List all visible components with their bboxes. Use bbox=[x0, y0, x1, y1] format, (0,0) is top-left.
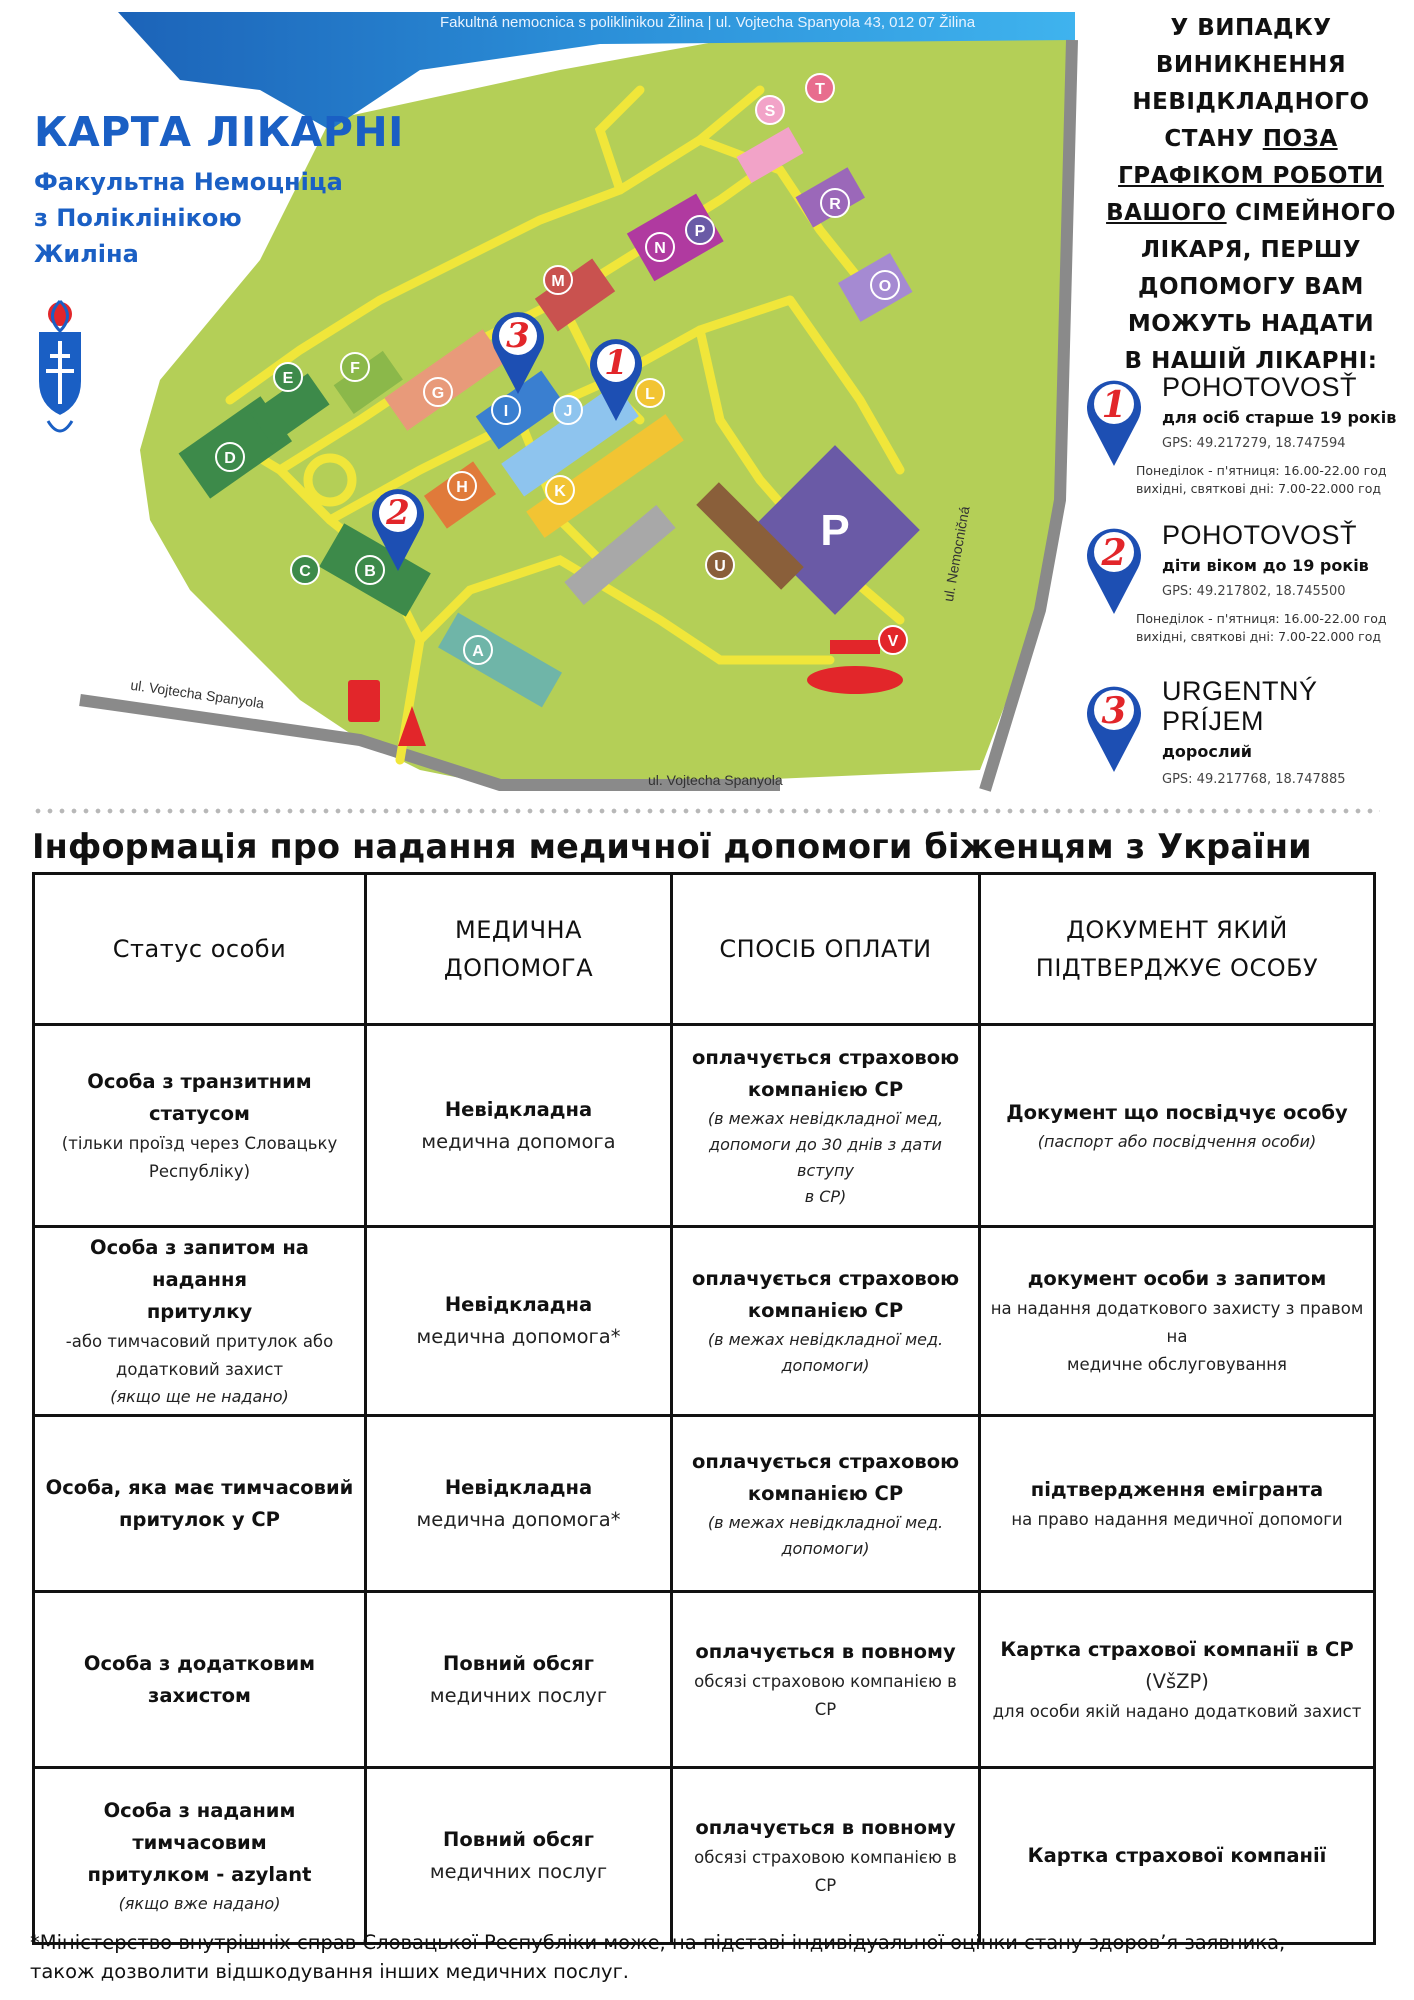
emergency-line-4: СТАНУ bbox=[1164, 126, 1255, 152]
map-pin-2 bbox=[370, 485, 426, 577]
building-label-o: O bbox=[870, 270, 900, 300]
legend-pin-1 bbox=[1086, 376, 1142, 472]
header-document bbox=[980, 874, 1375, 1025]
cell-text: (якщо ще не надано) bbox=[110, 1387, 289, 1406]
cell-text: медичних послуг bbox=[429, 1683, 608, 1707]
emergency-line-5: ПОЗА bbox=[1262, 126, 1338, 152]
cell-text: на надання додаткового захисту з правом на bbox=[990, 1299, 1364, 1346]
cell-document bbox=[980, 1025, 1375, 1227]
cell-text: медична допомога* bbox=[416, 1507, 621, 1531]
building-label-v: V bbox=[878, 625, 908, 655]
cell-text: Невідкладна bbox=[444, 1293, 593, 1316]
street-label-spanyola-south: ul. Vojtecha Spanyola bbox=[648, 772, 783, 788]
legend-item-2 bbox=[1086, 520, 1414, 650]
cell-care bbox=[366, 1768, 672, 1944]
cell-care bbox=[366, 1592, 672, 1768]
cell-text: підтвердження емігранта bbox=[1030, 1477, 1324, 1501]
table-row bbox=[34, 1227, 1375, 1416]
map-subtitle-line-3: Жиліна bbox=[34, 240, 139, 268]
cell-status bbox=[34, 1416, 366, 1592]
building-label-n: N bbox=[645, 232, 675, 262]
legend-pin-2 bbox=[1086, 524, 1142, 620]
cell-text: Картка страхової компанії в СР bbox=[1000, 1637, 1354, 1661]
cell-payment bbox=[672, 1592, 980, 1768]
cell-text: (паспорт або посвідчення особи) bbox=[1037, 1131, 1317, 1151]
cell-document bbox=[980, 1227, 1375, 1416]
cell-text: обсязі страховою компанією в СР bbox=[694, 1847, 957, 1895]
cell-text: оплачується в повному bbox=[695, 1815, 956, 1839]
cell-care bbox=[366, 1416, 672, 1592]
building-label-c: C bbox=[290, 555, 320, 585]
emergency-side-panel bbox=[1086, 0, 1414, 800]
header-care bbox=[366, 874, 672, 1025]
map-pin-2-number: 2 bbox=[386, 493, 410, 533]
cell-status bbox=[34, 1592, 366, 1768]
map-pin-1-number: 1 bbox=[604, 343, 628, 383]
legend-pin-2-number: 2 bbox=[1101, 532, 1127, 574]
cell-text: -або тимчасовий притулок або bbox=[65, 1332, 334, 1351]
building-label-f: F bbox=[340, 352, 370, 382]
footnote bbox=[30, 1928, 1390, 1986]
cell-text: оплачується страховою bbox=[691, 1267, 960, 1290]
emergency-line-10: ДОПОМОГУ ВАМ bbox=[1138, 274, 1364, 300]
cell-text: Картка страхової компанії bbox=[1027, 1843, 1327, 1867]
cell-text: притулок у СР bbox=[119, 1507, 280, 1531]
building-label-u: U bbox=[705, 550, 735, 580]
refugee-care-table bbox=[32, 872, 1376, 1945]
cell-text: Особа з наданим тимчасовим bbox=[103, 1798, 296, 1854]
building-label-k: K bbox=[545, 475, 575, 505]
cell-text: медичних послуг bbox=[429, 1859, 608, 1883]
footnote-line-1: *Міністерство внутрішніх справ Словацької Республіки може, на підставі індивідуальної оцінки стану здоров’я заявника, bbox=[30, 1931, 1286, 1954]
hospital-map bbox=[0, 0, 1085, 800]
cell-text: Невідкладна bbox=[444, 1097, 593, 1121]
building-label-g: G bbox=[423, 377, 453, 407]
cell-text: Особа з транзитним статусом bbox=[87, 1069, 312, 1125]
building-label-j: J bbox=[553, 395, 583, 425]
cell-text: для особи якій надано додатковий захист bbox=[992, 1701, 1362, 1721]
cell-text: Повний обсяг bbox=[443, 1651, 594, 1675]
legend-pin-3 bbox=[1086, 682, 1142, 778]
emergency-line-12: В НАШІЙ ЛІКАРНІ: bbox=[1124, 348, 1378, 374]
map-pin-1 bbox=[588, 335, 644, 427]
legend-pin-1-number: 1 bbox=[1101, 384, 1127, 426]
cell-text: документ особи з запитом bbox=[1027, 1267, 1327, 1290]
building-label-l: L bbox=[635, 378, 665, 408]
cell-text: медична допомога bbox=[421, 1129, 616, 1153]
cell-text: медичне обслуговування bbox=[1067, 1355, 1287, 1374]
legend-item-3 bbox=[1086, 676, 1414, 796]
legend-item-1 bbox=[1086, 372, 1414, 502]
building-label-m: M bbox=[543, 265, 573, 295]
legend-1-subtitle: для осіб старше 19 років bbox=[1162, 408, 1397, 427]
map-pin-3 bbox=[490, 308, 546, 400]
street-label-nemocnicna: ul. Nemocničná bbox=[940, 504, 973, 603]
emergency-line-7: ВАШОГО bbox=[1106, 200, 1227, 226]
emergency-line-8: СІМЕЙНОГО bbox=[1235, 200, 1396, 226]
legend-3-title-line-2: PRÍJEM bbox=[1162, 706, 1265, 736]
table-row bbox=[34, 1025, 1375, 1227]
map-subtitle-line-1: Факультна Немоцніца bbox=[34, 168, 343, 196]
cell-care bbox=[366, 1025, 672, 1227]
table-row bbox=[34, 1592, 1375, 1768]
table-row bbox=[34, 1416, 1375, 1592]
map-banner-address: Fakultná nemocnica s poliklinikou Žilina | ul. Vojtecha Spanyola 43, 012 07 Žilina bbox=[440, 14, 976, 31]
cell-payment bbox=[672, 1768, 980, 1944]
cell-text: Республіку) bbox=[148, 1161, 251, 1181]
emergency-line-2: ВИНИКНЕННЯ bbox=[1155, 52, 1347, 78]
building-label-b: B bbox=[355, 555, 385, 585]
cell-text: (VšZP) bbox=[1145, 1669, 1209, 1693]
hospital-crest-logo bbox=[30, 286, 90, 450]
map-pin-3-number: 3 bbox=[506, 316, 530, 356]
header-payment bbox=[672, 874, 980, 1025]
table-header-row bbox=[34, 874, 1375, 1025]
cell-payment bbox=[672, 1416, 980, 1592]
cell-document bbox=[980, 1416, 1375, 1592]
cell-text: компанією СР bbox=[747, 1299, 904, 1322]
header-status bbox=[34, 874, 366, 1025]
cell-status bbox=[34, 1227, 366, 1416]
header-care-line-2: ДОПОМОГА bbox=[443, 954, 594, 982]
cell-document bbox=[980, 1768, 1375, 1944]
building-label-i: I bbox=[491, 395, 521, 425]
cell-text: притулку bbox=[146, 1300, 253, 1323]
map-subtitle-line-2: з Поліклінікою bbox=[34, 204, 242, 232]
emergency-line-3: НЕВІДКЛАДНОГО bbox=[1132, 89, 1370, 115]
emergency-line-11: МОЖУТЬ НАДАТИ bbox=[1127, 311, 1375, 337]
cell-text: медична допомога* bbox=[416, 1325, 621, 1348]
header-care-line-1: МЕДИЧНА bbox=[455, 916, 582, 944]
legend-2-hours-weekday: Понеділок - п'ятниця: 16.00-22.00 год bbox=[1136, 611, 1387, 626]
cell-text: допомоги до 30 днів з дати вступу bbox=[709, 1134, 942, 1180]
cell-text: додатковий захист bbox=[115, 1360, 284, 1379]
cell-text: компанією СР bbox=[747, 1077, 904, 1101]
header-document-line-1: ДОКУМЕНТ ЯКИЙ bbox=[1066, 916, 1288, 944]
legend-2-gps: GPS: 49.217802, 18.745500 bbox=[1162, 584, 1346, 599]
header-document-line-2: ПІДТВЕРДЖУЄ ОСОБУ bbox=[1035, 954, 1319, 982]
emergency-note bbox=[1092, 10, 1410, 380]
cell-text: допомоги) bbox=[781, 1538, 870, 1558]
cell-text: Особа з запитом на надання bbox=[90, 1236, 309, 1291]
cell-care bbox=[366, 1227, 672, 1416]
building-label-t: T bbox=[805, 73, 835, 103]
building-label-s: S bbox=[755, 95, 785, 125]
legend-2-subtitle: діти віком до 19 років bbox=[1162, 556, 1369, 575]
emergency-line-9: ЛІКАРЯ, ПЕРШУ bbox=[1140, 237, 1362, 263]
legend-1-hours-weekday: Понеділок - п'ятниця: 16.00-22.00 год bbox=[1136, 463, 1387, 478]
cell-text: Повний обсяг bbox=[443, 1827, 594, 1851]
map-title: КАРТА ЛІКАРНІ bbox=[34, 108, 404, 156]
cell-text: (в межах невідкладної мед. bbox=[707, 1330, 944, 1349]
header-payment-text: СПОСІБ ОПЛАТИ bbox=[719, 935, 932, 963]
header-status-text: Статус особи bbox=[112, 935, 287, 963]
pedestrian-entrance-icon bbox=[348, 680, 380, 722]
cell-text: допомоги) bbox=[781, 1356, 870, 1375]
legend-3-gps: GPS: 49.217768, 18.747885 bbox=[1162, 772, 1346, 787]
cell-payment bbox=[672, 1025, 980, 1227]
cell-text: (якщо вже надано) bbox=[118, 1893, 281, 1913]
parking-label: P bbox=[820, 506, 850, 555]
cell-status bbox=[34, 1768, 366, 1944]
cell-text: Особа, яка має тимчасовий bbox=[45, 1475, 354, 1499]
building-label-e: E bbox=[273, 362, 303, 392]
cell-text: на право надання медичної допомоги bbox=[1011, 1509, 1343, 1529]
legend-1-gps: GPS: 49.217279, 18.747594 bbox=[1162, 436, 1346, 451]
legend-1-title: POHOTOVOSŤ bbox=[1162, 372, 1358, 402]
legend-1-hours-weekend: вихідні, святкові дні: 7.00-22.000 год bbox=[1136, 481, 1382, 496]
cell-text: (в межах невідкладної мед, bbox=[707, 1108, 944, 1128]
emergency-line-1: У ВИПАДКУ bbox=[1170, 15, 1332, 41]
cell-text: Документ що посвідчує особу bbox=[1006, 1100, 1348, 1124]
section-heading: Інформація про надання медичної допомоги біженцям з України bbox=[32, 827, 1312, 866]
dotted-divider bbox=[32, 808, 1380, 814]
legend-3-subtitle: дорослий bbox=[1162, 742, 1252, 761]
building-label-r: R bbox=[820, 188, 850, 218]
emergency-line-6: ГРАФІКОМ РОБОТИ bbox=[1118, 163, 1384, 189]
cell-document bbox=[980, 1592, 1375, 1768]
cell-text: (тільки проїзд через Словацьку bbox=[61, 1133, 338, 1153]
cell-text: Особа з додатковим захистом bbox=[83, 1651, 316, 1707]
legend-2-title: POHOTOVOSŤ bbox=[1162, 520, 1358, 550]
cell-payment bbox=[672, 1227, 980, 1416]
cell-text: оплачується страховою bbox=[691, 1045, 960, 1069]
cell-text: притулком - azylant bbox=[87, 1862, 312, 1886]
cell-text: обсязі страховою компанією в СР bbox=[694, 1671, 957, 1719]
building-label-h: H bbox=[447, 471, 477, 501]
cell-text: Невідкладна bbox=[444, 1475, 593, 1499]
building-label-d: D bbox=[215, 442, 245, 472]
entrance-arrow-icon bbox=[398, 706, 426, 746]
legend-2-hours-weekend: вихідні, святкові дні: 7.00-22.000 год bbox=[1136, 629, 1382, 644]
footnote-line-2: також дозволити відшкодування інших медичних послуг. bbox=[30, 1960, 630, 1983]
legend-3-title-line-1: URGENTNÝ bbox=[1162, 676, 1318, 706]
cell-text: компанією СР bbox=[747, 1481, 904, 1505]
street-label-spanyola-west: ul. Vojtecha Spanyola bbox=[129, 676, 266, 712]
cell-text: оплачується страховою bbox=[691, 1449, 960, 1473]
cell-text: в СР) bbox=[804, 1186, 847, 1206]
building-label-a: A bbox=[463, 635, 493, 665]
table-row bbox=[34, 1768, 1375, 1944]
cell-status bbox=[34, 1025, 366, 1227]
cell-text: оплачується в повному bbox=[695, 1639, 956, 1663]
legend-pin-3-number: 3 bbox=[1101, 690, 1127, 732]
cell-text: (в межах невідкладної мед. bbox=[707, 1512, 944, 1532]
building-label-p: P bbox=[685, 215, 715, 245]
